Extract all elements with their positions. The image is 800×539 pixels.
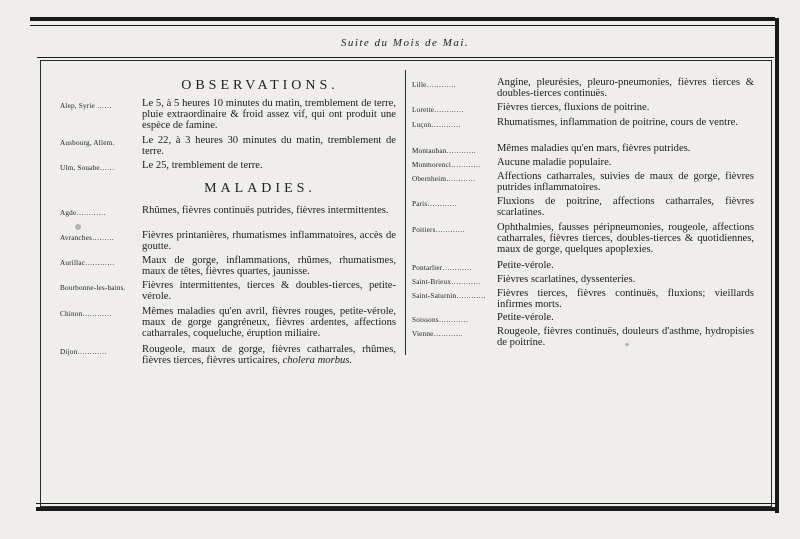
observation-text: Le 22, à 3 heures 30 minutes du matin, tremblement de terre.: [142, 135, 396, 158]
place-name: Dijon…………: [60, 348, 107, 356]
right-page-edge: [775, 18, 779, 513]
disease-text: [142, 344, 396, 366]
place-name: Agde…………: [60, 209, 106, 217]
place-name: Aurillac…………: [60, 259, 115, 267]
top-rule-thick: [30, 17, 775, 21]
disease-text: Maux de gorge, inflammations, rhûmes, rhumatismes, maux de têtes, fièvres quartes, jaunisse.: [142, 255, 396, 278]
observation-text: Le 5, à 5 heures 10 minutes du matin, tremblement de terre, pluie extraordinaire & froid assez vif, qui ont produit une espèce de famine.: [142, 98, 396, 132]
place-name: Vienne…………: [412, 330, 464, 338]
place-name: Alep, Syrie ……: [60, 102, 112, 110]
place-name: Lorette…………: [412, 106, 464, 114]
disease-text: Angine, pleurésies, pleuro-pneumonies, fièvres tierces & doubles-tierces continuës.: [497, 77, 754, 100]
place-name: Obernheim…………: [412, 175, 476, 183]
disease-text: Rougeole, fièvres continuës, douleurs d'asthme, hydropisies de poitrine.: [497, 326, 754, 349]
place-name: Saint-Brieux…………: [412, 278, 481, 286]
paper-speck: [625, 343, 629, 346]
column-divider: [405, 70, 406, 355]
disease-text: Fièvres scarlatines, dyssenteries.: [497, 274, 636, 285]
place-name: Saint-Saturnin…………: [412, 292, 486, 300]
disease-text-main: Rougeole, maux de gorge, fièvres catharrales, rhûmes, fièvres tierces, fièvres urticaires,: [142, 344, 396, 367]
disease-text: Petite-vérole.: [497, 260, 554, 271]
disease-text-italic: cholera morbus.: [282, 355, 353, 367]
place-name: Lille…………: [412, 81, 457, 89]
disease-text: Fièvres printanières, rhumatismes inflammatoires, accès de goutte.: [142, 230, 396, 253]
disease-text: Fièvres tierces, fièvres continuës, fluxions; vieillards infirmes morts.: [497, 288, 754, 311]
paper-speck: [75, 224, 81, 230]
maladies-title: MALADIES.: [204, 181, 316, 196]
running-header: Suite du Mois de Mai.: [340, 37, 470, 49]
place-name: Chinon…………: [60, 310, 112, 318]
place-name: Avranches………: [60, 234, 115, 242]
disease-text: Ophthalmies, fausses péripneumonies, rougeole, affections catharrales, fièvres tierces, doubles-tierces & quotidiennes, maux de gorge, quelques apoplexies.: [497, 222, 754, 256]
observations-title: OBSERVATIONS.: [181, 78, 339, 93]
frame-outer-top: [37, 57, 774, 58]
place-name: Montauban…………: [412, 147, 477, 155]
place-name: Bourbonne-les-bains.: [60, 284, 126, 292]
place-name: Monmorenci…………: [412, 161, 481, 169]
disease-text: Mêmes maladies qu'en mars, fièvres putrides.: [497, 143, 691, 154]
place-name: Ausbourg, Allem.: [60, 139, 115, 147]
place-name: Pontarlier…………: [412, 264, 472, 272]
disease-text: Fièvres tierces, fluxions de poitrine.: [497, 102, 650, 113]
place-name: Paris…………: [412, 200, 457, 208]
disease-text: Rhûmes, fièvres continuës putrides, fièvres intermittentes.: [142, 205, 389, 216]
bottom-rule-thin: [36, 503, 776, 504]
disease-text: Affections catharrales, suivies de maux de gorge, fièvres putrides inflammatoires.: [497, 171, 754, 194]
place-name: Ulm, Souabe……: [60, 164, 115, 172]
top-rule-thin: [30, 25, 775, 26]
disease-text: Petite-vérole.: [497, 312, 554, 323]
bottom-rule-thick: [36, 507, 776, 511]
place-name: Luçon…………: [412, 121, 461, 129]
disease-text: Rhumatismes, inflammation de poitrine, cours de ventre.: [497, 117, 738, 128]
place-name: Soissons…………: [412, 316, 469, 324]
observation-text: Le 25, tremblement de terre.: [142, 160, 263, 171]
place-name: Poitiers…………: [412, 226, 466, 234]
disease-text: Aucune maladie populaire.: [497, 157, 612, 168]
disease-text: Fièvres intermittentes, tierces & doubles-tierces, petite-vérole.: [142, 280, 396, 303]
disease-text: Mêmes maladies qu'en avril, fièvres rouges, petite-vérole, maux de gorge gangréneux, fièvres ardentes, affections catharrales, coqueluche, éruption miliaire.: [142, 306, 396, 340]
disease-text: Fluxions de poitrine, affections catharrales, fièvres scarlatines.: [497, 196, 754, 219]
